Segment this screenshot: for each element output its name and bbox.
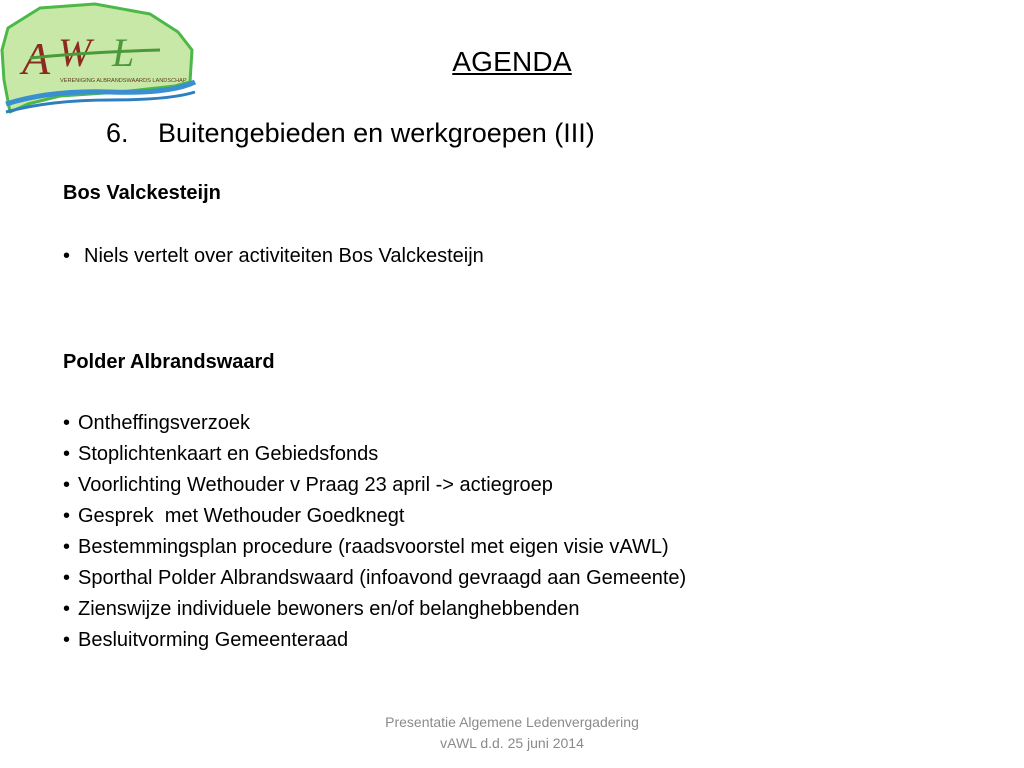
bullet-icon: •	[63, 629, 71, 651]
slide-footer	[312, 712, 712, 754]
list-item: • Voorlichting Wethouder v Praag 23 april -> actiegroep	[63, 470, 686, 501]
bullet-icon: •	[63, 567, 71, 589]
logo-tagline: VERENIGING ALBRANDSWAARDS LANDSCHAP	[60, 78, 187, 84]
bullet-icon: •	[63, 245, 71, 267]
section-heading-polder-albrandswaard: Polder Albrandswaard	[63, 351, 275, 373]
agenda-item-title: Buitengebieden en werkgroepen (III)	[158, 118, 595, 148]
section-list-bos-valckesteijn	[63, 241, 484, 272]
logo-letters-wl: W	[58, 30, 92, 75]
bullet-icon: •	[63, 536, 71, 558]
bullet-icon: •	[63, 443, 71, 465]
agenda-item-number: 6.	[106, 118, 129, 148]
agenda-item-heading	[106, 118, 595, 149]
bullet-icon: •	[63, 412, 71, 434]
list-item: • Sporthal Polder Albrandswaard (infoavond gevraagd aan Gemeente)	[63, 563, 686, 594]
logo-letter-l: L	[112, 30, 135, 75]
list-item: • Gesprek met Wethouder Goedknegt	[63, 501, 686, 532]
list-item: • Zienswijze individuele bewoners en/of belanghebbenden	[63, 594, 686, 625]
list-item: • Bestemmingsplan procedure (raadsvoorstel met eigen visie vAWL)	[63, 532, 686, 563]
bullet-icon: •	[63, 598, 71, 620]
bullet-icon: •	[63, 474, 71, 496]
section-list-polder-albrandswaard	[63, 408, 686, 656]
footer-line-1: Presentatie Algemene Ledenvergadering	[385, 714, 639, 730]
list-item: • Stoplichtenkaart en Gebiedsfonds	[63, 439, 686, 470]
logo-letter-a: A	[22, 33, 51, 84]
section-heading-bos-valckesteijn: Bos Valckesteijn	[63, 182, 221, 204]
page-title: AGENDA	[452, 46, 572, 77]
list-item: • Ontheffingsverzoek	[63, 408, 686, 439]
list-item: • Besluitvorming Gemeenteraad	[63, 625, 686, 656]
bullet-icon: •	[63, 505, 71, 527]
footer-line-2: vAWL d.d. 25 juni 2014	[440, 735, 584, 751]
list-item: • Niels vertelt over activiteiten Bos Valckesteijn	[63, 241, 484, 272]
